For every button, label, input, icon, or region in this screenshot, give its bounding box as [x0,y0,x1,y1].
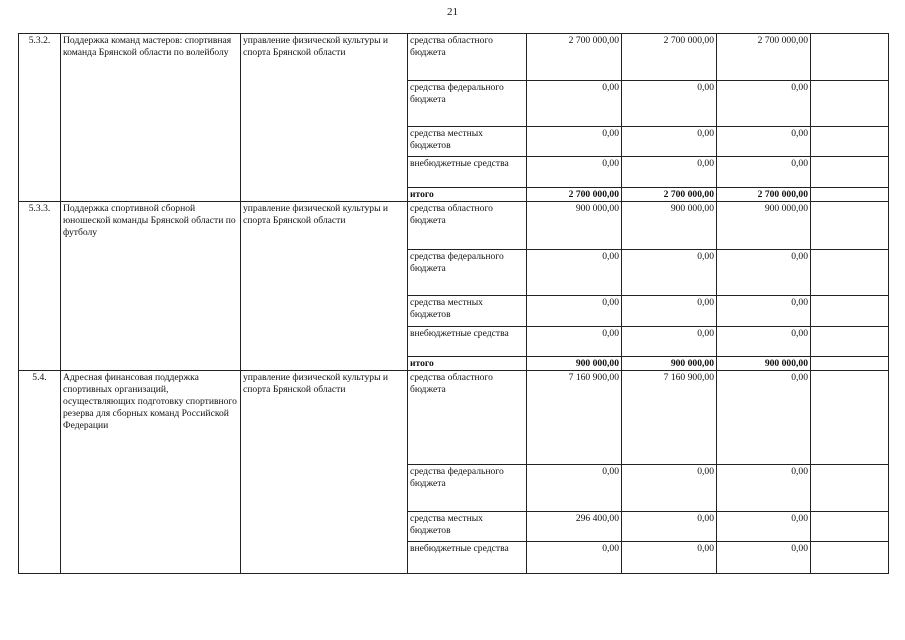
empty-cell [811,465,889,512]
funding-source: внебюджетные средства [408,542,527,574]
empty-cell [811,327,889,357]
empty-cell [811,296,889,327]
funding-source: средства федерального бюджета [408,465,527,512]
section-executor: управление физической культуры и спорта Брянской области [241,371,408,574]
funding-source: средства федерального бюджета [408,81,527,127]
value-year-3: 0,00 [717,157,811,188]
value-year-1: 7 160 900,00 [527,371,622,465]
empty-cell [811,371,889,465]
empty-cell [811,357,889,371]
total-year-2: 2 700 000,00 [622,188,717,202]
value-year-2: 7 160 900,00 [622,371,717,465]
empty-cell [811,188,889,202]
value-year-2: 0,00 [622,157,717,188]
value-year-1: 0,00 [527,157,622,188]
value-year-3: 0,00 [717,465,811,512]
value-year-2: 0,00 [622,250,717,296]
section-name: Поддержка команд мастеров: спортивная команда Брянской области по волейболу [61,34,241,202]
total-year-3: 900 000,00 [717,357,811,371]
value-year-3: 0,00 [717,127,811,157]
value-year-2: 2 700 000,00 [622,34,717,81]
value-year-1: 0,00 [527,542,622,574]
value-year-1: 2 700 000,00 [527,34,622,81]
value-year-3: 0,00 [717,296,811,327]
funding-source: внебюджетные средства [408,327,527,357]
value-year-3: 0,00 [717,512,811,542]
value-year-3: 0,00 [717,542,811,574]
total-year-1: 2 700 000,00 [527,188,622,202]
funding-source-total: итого [408,357,527,371]
value-year-2: 0,00 [622,327,717,357]
value-year-1: 0,00 [527,81,622,127]
value-year-1: 900 000,00 [527,202,622,250]
funding-source: средства федерального бюджета [408,250,527,296]
value-year-1: 0,00 [527,127,622,157]
funding-source: средства областного бюджета [408,371,527,465]
funding-source: средства местных бюджетов [408,296,527,327]
funding-source-total: итого [408,188,527,202]
table-row [19,202,889,250]
empty-cell [811,250,889,296]
value-year-1: 0,00 [527,296,622,327]
value-year-3: 0,00 [717,327,811,357]
value-year-3: 0,00 [717,371,811,465]
empty-cell [811,127,889,157]
value-year-1: 0,00 [527,327,622,357]
funding-source: внебюджетные средства [408,157,527,188]
empty-cell [811,157,889,188]
section-code: 5.4. [19,371,61,574]
empty-cell [811,202,889,250]
empty-cell [811,512,889,542]
section-executor: управление физической культуры и спорта Брянской области [241,34,408,202]
value-year-2: 900 000,00 [622,202,717,250]
section-name: Поддержка спортивной сборной юношеской команды Брянской области по футболу [61,202,241,371]
table-row [19,371,889,465]
funding-source: средства областного бюджета [408,34,527,81]
funding-source: средства местных бюджетов [408,127,527,157]
empty-cell [811,542,889,574]
value-year-2: 0,00 [622,296,717,327]
value-year-3: 900 000,00 [717,202,811,250]
value-year-3: 0,00 [717,250,811,296]
value-year-3: 0,00 [717,81,811,127]
total-year-1: 900 000,00 [527,357,622,371]
section-executor: управление физической культуры и спорта Брянской области [241,202,408,371]
value-year-2: 0,00 [622,81,717,127]
value-year-2: 0,00 [622,127,717,157]
section-name: Адресная финансовая поддержка спортивных организаций, осуществляющих подготовку спортивного резерва для сборных команд Российской Федерации [61,371,241,574]
value-year-1: 296 400,00 [527,512,622,542]
value-year-3: 2 700 000,00 [717,34,811,81]
total-year-2: 900 000,00 [622,357,717,371]
section-code: 5.3.2. [19,34,61,202]
value-year-1: 0,00 [527,465,622,512]
table-row [19,34,889,81]
value-year-2: 0,00 [622,465,717,512]
value-year-1: 0,00 [527,250,622,296]
budget-table [18,33,889,574]
value-year-2: 0,00 [622,512,717,542]
funding-source: средства областного бюджета [408,202,527,250]
section-code: 5.3.3. [19,202,61,371]
empty-cell [811,81,889,127]
page-number: 21 [447,6,458,18]
empty-cell [811,34,889,81]
value-year-2: 0,00 [622,542,717,574]
funding-source: средства местных бюджетов [408,512,527,542]
total-year-3: 2 700 000,00 [717,188,811,202]
